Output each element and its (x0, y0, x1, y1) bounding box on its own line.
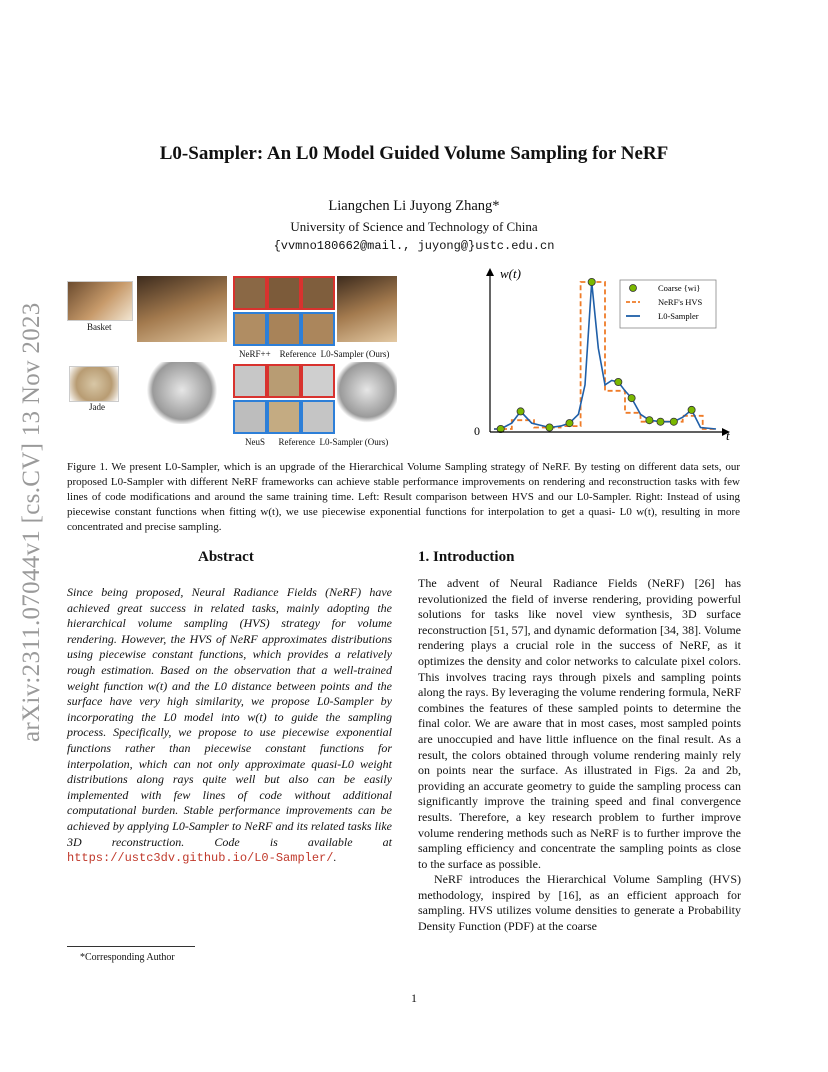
intro-paragraph-2: NeRF introduces the Hierarchical Volume Sampling (HVS) methodology, inspired by [16], as an efficient approach for sampling. HVS utilizes volume densities to generate a Probability Density Function (PDF) at the coarse (418, 872, 741, 934)
coarse-point (517, 408, 524, 415)
y-axis-label: w(t) (500, 266, 521, 281)
coarse-point (646, 417, 653, 424)
weight-chart (470, 266, 742, 444)
basket-crop-ref-red (267, 276, 301, 310)
basket-crop-ours-blue (301, 312, 335, 346)
row1-method-labels: NeRF++ Reference L0-Sampler (Ours) (239, 349, 390, 359)
row2-method-labels: NeuS Reference L0-Sampler (Ours) (245, 437, 389, 447)
abstract-end: . (333, 850, 337, 865)
jade-mesh-ours (337, 362, 397, 424)
jade-crop-ours-red (301, 364, 335, 398)
coarse-point (628, 395, 635, 402)
jade-crop-neus-blue (233, 400, 267, 434)
coarse-point (588, 278, 595, 285)
coarse-point (688, 406, 695, 413)
jade-photo (69, 366, 119, 402)
y-axis-arrow (486, 268, 494, 276)
basket-crop-ours-red (301, 276, 335, 310)
arxiv-stamp: arXiv:2311.07044v1 [cs.CV] 13 Nov 2023 (18, 302, 45, 742)
jade-crop-ref-red (267, 364, 301, 398)
jade-label: Jade (89, 402, 105, 412)
basket-label: Basket (87, 322, 112, 332)
basket-crop-nerfpp-blue (233, 312, 267, 346)
email: {vvmno180662@mail., juyong@}ustc.edu.cn (273, 239, 555, 253)
chart-legend (620, 280, 716, 328)
x-axis-label: t (726, 428, 730, 443)
basket-render-main (137, 276, 227, 342)
figure-caption: Figure 1. We present L0-Sampler, which is an upgrade of the Hierarchical Volume Sampling strategy of NeRF. By testing on different data sets, our proposed L0-Sampler with different NeRF frameworks can achieve stable performance improvements on rendering and reconstruction tasks with few lines of code modifications and around the same training time. Left: Result comparison between HVS and our L0-Sampler. Right: Instead of using piecewise constant functions when fitting w(t), we use piecewise exponential functions for interpolation to get a quasi- L0 w(t), resulting in more concentrated and precise sampling. (67, 461, 740, 533)
affiliation: University of Science and Technology of China (290, 219, 538, 234)
footnote-rule (67, 946, 195, 947)
page-number: 1 (411, 991, 417, 1005)
intro-heading: 1. Introduction (418, 549, 515, 565)
coarse-point (546, 424, 553, 431)
basket-photo (67, 281, 133, 321)
footnote: *Corresponding Author (80, 952, 175, 963)
jade-crop-ours-blue (301, 400, 335, 434)
legend-coarse-marker (630, 285, 637, 292)
jade-mesh-main (147, 362, 217, 424)
jade-crop-ref-blue (267, 400, 301, 434)
abstract-heading: Abstract (198, 549, 254, 565)
authors: Liangchen Li Juyong Zhang* (328, 198, 500, 214)
zero-label: 0 (474, 424, 480, 438)
coarse-point (566, 420, 573, 427)
basket-crop-ref-blue (267, 312, 301, 346)
legend-l0-label: L0-Sampler (658, 311, 699, 321)
coarse-point (615, 378, 622, 385)
intro-paragraph-1: The advent of Neural Radiance Fields (NeRF) [26] has revolutionized the field of inverse rendering, providing powerful solutions for tasks like novel view synthesis, 3D surface reconstruction [51, 57], and dynamic deformation [34, 38]. Volume rendering plays a crucial role in the success of NeRF, as it optimizes the density and color networks to calculate pixel colors. This involves tracing rays through pixels and sampling points along the rays. By leveraging the volume rendering formula, NeRF combines the features of these sampled points to determine the final color. We are aware that in most cases, most sampled points are unoccupied and have little influence on the final result. As a result, the colors obtained through volume rendering mainly rely on points near the surface. As illustrated in Figs. 2a and 2b, providing an accurate geometry to guide the sampling process can significantly improve the training speed and final convergence results. Therefore, a key research problem to further improve volume rendering methods such as NeRF is to further improve the sampling efficiency and concentrate the sampling points as close to the surface as possible. (418, 576, 741, 871)
figure-left-panel (67, 276, 397, 448)
basket-crop-nerfpp-red (233, 276, 267, 310)
coarse-point (670, 418, 677, 425)
abstract-body (67, 585, 392, 867)
basket-render-ours (337, 276, 397, 342)
paper-title: L0-Sampler: An L0 Model Guided Volume Sampling for NeRF (159, 143, 669, 164)
code-link[interactable]: https://ustc3dv.github.io/L0-Sampler/ (67, 851, 334, 866)
legend-hvs-label: NeRF's HVS (658, 297, 703, 307)
abstract-text: Since being proposed, Neural Radiance Fields (NeRF) have achieved great success in related tasks, mainly adopting the hierarchical volume sampling (HVS) strategy for volume rendering. However, the HVS of NeRF approximates distributions using piecewise constant functions, which provides a relatively rough estimation. Based on the observation that a well-trained weight function w(t) and the L0 distance between points and the surface have very high similarity, we propose L0-Sampler by incorporating the L0 model into w(t) to guide the sampling process. Specifically, we propose to use piecewise exponential functions rather than piecewise constant functions for interpolation, which can not only approximate quasi-L0 weight distributions along rays quite well but also can be easily implemented with few lines of code without additional computational burden. Stable performance improvements can be achieved by applying L0-Sampler to NeRF and its related tasks like 3D reconstruction. Code is available at (67, 585, 392, 849)
coarse-point (657, 418, 664, 425)
legend-coarse-label: Coarse {wi} (658, 283, 701, 293)
intro-body (418, 576, 741, 935)
jade-crop-neus-red (233, 364, 267, 398)
